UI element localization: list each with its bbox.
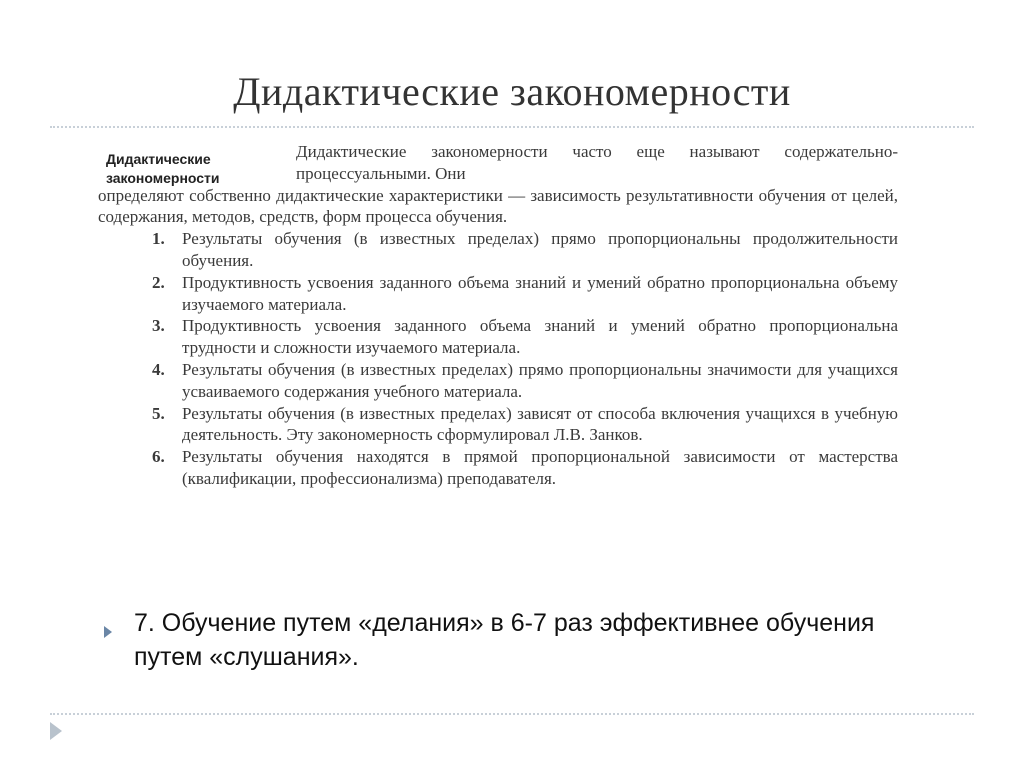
item-text: Продуктивность усвоения заданного объема знаний и умений обратно пропорциональна объему изучаемого материала. bbox=[182, 272, 898, 314]
scanned-text-image bbox=[98, 135, 898, 587]
intro-first-line: Дидактические закономерности часто еще называют содержательно-процессуальными. Они bbox=[296, 142, 898, 183]
item-text: Результаты обучения (в известных пределах) прямо пропорциональны продолжительности обучения. bbox=[182, 229, 898, 270]
list-item bbox=[98, 272, 898, 316]
side-heading-line-1: Дидактические bbox=[106, 151, 211, 167]
intro-rest: определяют собственно дидактические характеристики — зависимость результативности обучения от целей, содержания, методов, средств, форм процесса обучения. bbox=[98, 185, 898, 227]
footer-divider bbox=[50, 713, 974, 715]
triangle-right-icon bbox=[50, 722, 62, 740]
list-item bbox=[98, 403, 898, 447]
item-text: Результаты обучения (в известных пределах) прямо пропорциональны значимости для учащихся усваиваемого содержания учебного материала. bbox=[182, 359, 898, 401]
list-item bbox=[98, 315, 898, 359]
bullet-text: 7. Обучение путем «делания» в 6-7 раз эффективнее обучения путем «слушания». bbox=[134, 609, 875, 671]
list-item bbox=[98, 228, 898, 272]
item-number: 6. bbox=[152, 447, 165, 467]
item-text: Продуктивность усвоения заданного объема знаний и умений обратно пропорциональна трудности и сложности изучаемого материала. bbox=[182, 316, 898, 358]
list-item bbox=[98, 359, 898, 403]
item-number: 3. bbox=[152, 316, 165, 336]
side-heading bbox=[106, 150, 220, 188]
slide-title: Дидактические закономерности bbox=[233, 69, 791, 114]
item-text: Результаты обучения (в известных пределах) зависят от способа включения учащихся в учебную деятельность. Эту закономерность сформулировал Л.В. Занков. bbox=[182, 403, 898, 445]
item-number: 2. bbox=[152, 272, 165, 292]
triangle-right-icon bbox=[104, 626, 112, 638]
side-heading-line-2: закономерности bbox=[106, 170, 220, 186]
item-number: 5. bbox=[152, 403, 165, 423]
title-divider bbox=[50, 126, 974, 128]
list-item bbox=[98, 446, 898, 490]
item-number: 4. bbox=[152, 359, 165, 379]
item-text: Результаты обучения находятся в прямой пропорциональной зависимости от мастерства (квалификации, профессионализма) преподавателя. bbox=[182, 447, 898, 488]
regularities-list bbox=[98, 228, 898, 490]
bullet-point bbox=[104, 606, 924, 674]
item-number: 1. bbox=[152, 229, 165, 249]
